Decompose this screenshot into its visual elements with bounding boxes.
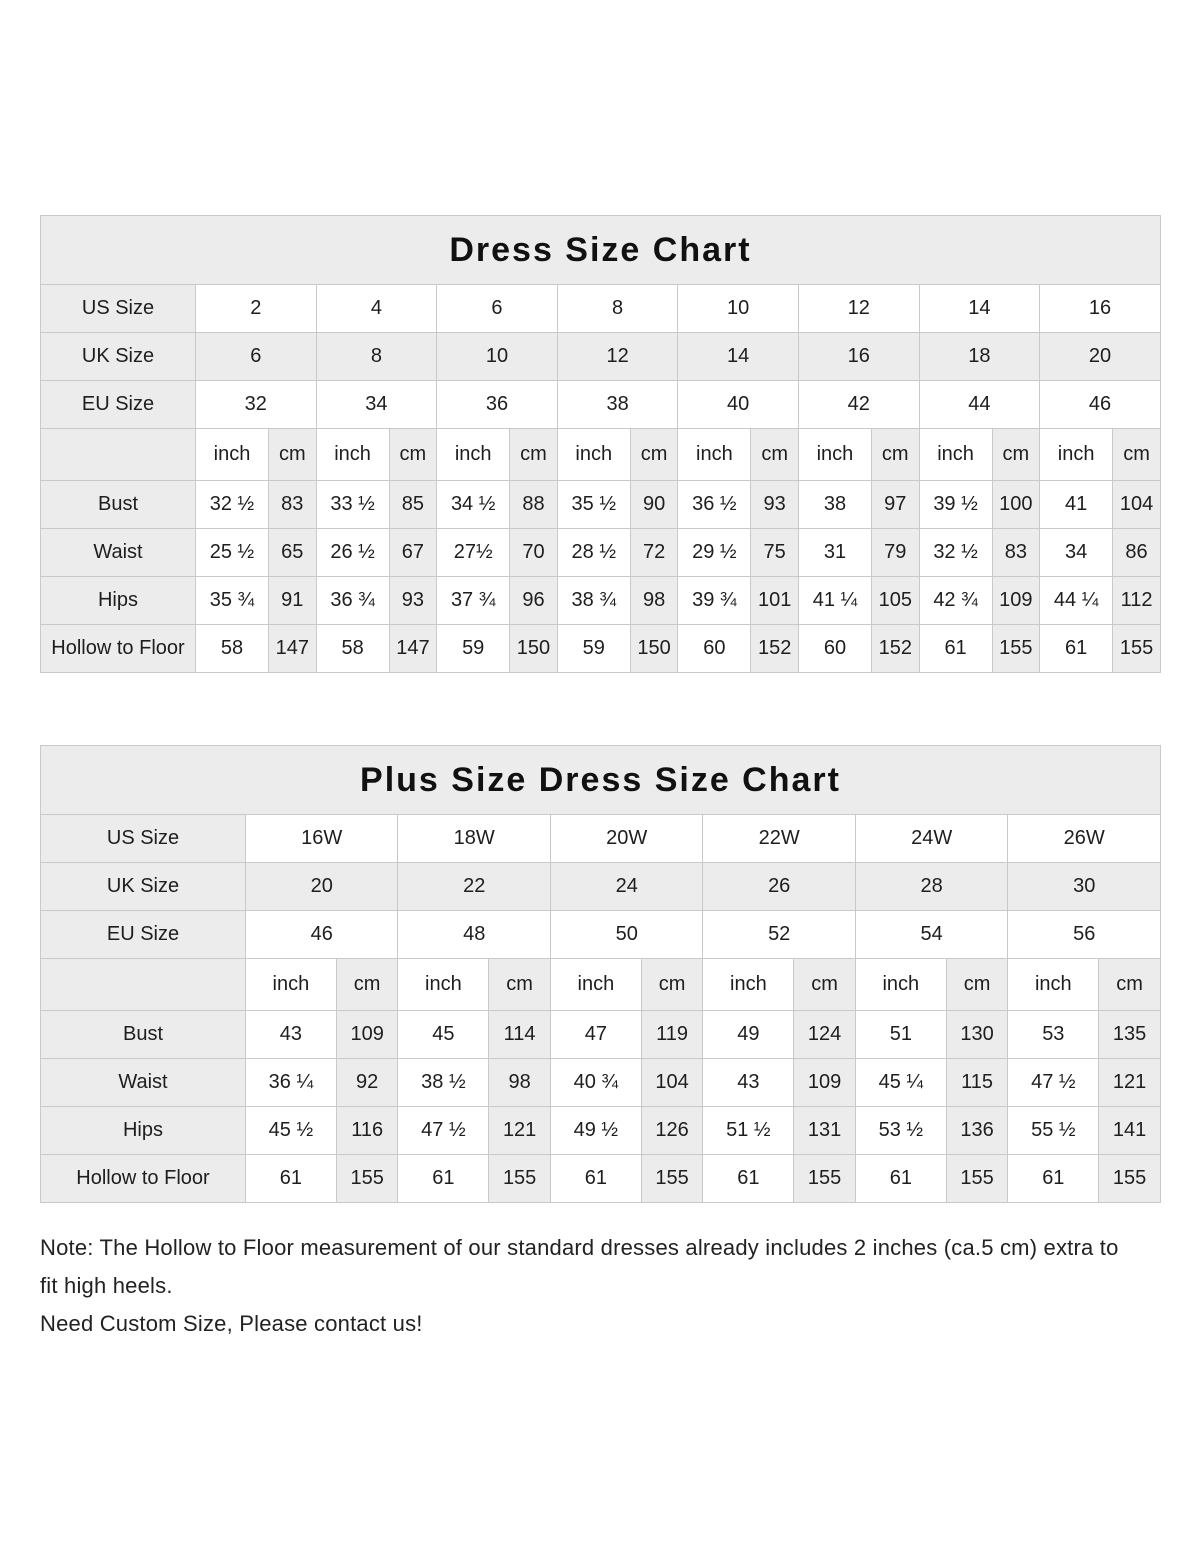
row-label: US Size bbox=[41, 285, 196, 333]
measure-row bbox=[41, 1059, 1161, 1107]
measure-inch-cell: 53 bbox=[1008, 1011, 1099, 1059]
size-cell: 4 bbox=[316, 285, 437, 333]
size-cell: 24 bbox=[550, 863, 702, 911]
measure-inch-cell: 59 bbox=[437, 625, 510, 673]
measure-cm-cell: 105 bbox=[871, 577, 919, 625]
table-title: Dress Size Chart bbox=[41, 216, 1161, 285]
measure-cm-cell: 104 bbox=[1113, 481, 1161, 529]
measure-inch-cell: 38 bbox=[798, 481, 871, 529]
measure-row bbox=[41, 577, 1161, 625]
size-cell: 54 bbox=[855, 911, 1007, 959]
measure-inch-cell: 53 ½ bbox=[855, 1107, 946, 1155]
row-label: Bust bbox=[41, 481, 196, 529]
size-cell: 20W bbox=[550, 815, 702, 863]
size-cell: 8 bbox=[557, 285, 678, 333]
measure-row bbox=[41, 1155, 1161, 1203]
unit-inch-cell: inch bbox=[1040, 429, 1113, 481]
unit-cm-cell: cm bbox=[1099, 959, 1161, 1011]
size-cell: 10 bbox=[437, 333, 558, 381]
unit-inch-cell: inch bbox=[398, 959, 489, 1011]
row-label: EU Size bbox=[41, 911, 246, 959]
measure-cm-cell: 101 bbox=[751, 577, 799, 625]
measure-cm-cell: 147 bbox=[269, 625, 317, 673]
measure-cm-cell: 152 bbox=[871, 625, 919, 673]
size-row bbox=[41, 333, 1161, 381]
row-label: US Size bbox=[41, 815, 246, 863]
measure-inch-cell: 36 ½ bbox=[678, 481, 751, 529]
size-cell: 52 bbox=[703, 911, 855, 959]
unit-inch-cell: inch bbox=[919, 429, 992, 481]
plus-size-dress-size-chart-table bbox=[40, 745, 1161, 1203]
measure-cm-cell: 150 bbox=[510, 625, 558, 673]
measure-inch-cell: 38 ½ bbox=[398, 1059, 489, 1107]
measure-cm-cell: 98 bbox=[630, 577, 678, 625]
size-cell: 16 bbox=[798, 333, 919, 381]
measure-inch-cell: 26 ½ bbox=[316, 529, 389, 577]
size-cell: 2 bbox=[196, 285, 317, 333]
measure-cm-cell: 130 bbox=[946, 1011, 1008, 1059]
measure-cm-cell: 90 bbox=[630, 481, 678, 529]
measure-inch-cell: 38 ¾ bbox=[557, 577, 630, 625]
row-label: EU Size bbox=[41, 381, 196, 429]
note-line-2: fit high heels. bbox=[40, 1273, 173, 1298]
measure-inch-cell: 47 ½ bbox=[1008, 1059, 1099, 1107]
unit-inch-cell: inch bbox=[316, 429, 389, 481]
unit-cm-cell: cm bbox=[992, 429, 1040, 481]
size-cell: 12 bbox=[557, 333, 678, 381]
measure-cm-cell: 75 bbox=[751, 529, 799, 577]
unit-cm-cell: cm bbox=[336, 959, 398, 1011]
measure-inch-cell: 34 bbox=[1040, 529, 1113, 577]
measure-inch-cell: 32 ½ bbox=[196, 481, 269, 529]
measure-cm-cell: 100 bbox=[992, 481, 1040, 529]
size-cell: 8 bbox=[316, 333, 437, 381]
measure-cm-cell: 70 bbox=[510, 529, 558, 577]
note-line-1: Note: The Hollow to Floor measurement of our standard dresses already includes 2 inches (ca.5 cm) extra to bbox=[40, 1235, 1119, 1260]
unit-inch-cell: inch bbox=[678, 429, 751, 481]
measure-inch-cell: 44 ¼ bbox=[1040, 577, 1113, 625]
size-row bbox=[41, 285, 1161, 333]
measure-cm-cell: 114 bbox=[489, 1011, 551, 1059]
measure-cm-cell: 155 bbox=[336, 1155, 398, 1203]
table-title: Plus Size Dress Size Chart bbox=[41, 746, 1161, 815]
size-cell: 18 bbox=[919, 333, 1040, 381]
measure-cm-cell: 115 bbox=[946, 1059, 1008, 1107]
row-label: Hollow to Floor bbox=[41, 625, 196, 673]
unit-cm-cell: cm bbox=[630, 429, 678, 481]
measure-cm-cell: 155 bbox=[794, 1155, 856, 1203]
row-label: UK Size bbox=[41, 333, 196, 381]
size-cell: 36 bbox=[437, 381, 558, 429]
size-row bbox=[41, 911, 1161, 959]
row-label: UK Size bbox=[41, 863, 246, 911]
measure-cm-cell: 131 bbox=[794, 1107, 856, 1155]
measure-inch-cell: 33 ½ bbox=[316, 481, 389, 529]
measure-cm-cell: 91 bbox=[269, 577, 317, 625]
measure-cm-cell: 83 bbox=[992, 529, 1040, 577]
units-row bbox=[41, 429, 1161, 481]
measure-inch-cell: 45 ½ bbox=[246, 1107, 337, 1155]
size-cell: 10 bbox=[678, 285, 799, 333]
row-label: Hips bbox=[41, 1107, 246, 1155]
unit-cm-cell: cm bbox=[794, 959, 856, 1011]
measure-inch-cell: 61 bbox=[919, 625, 992, 673]
size-cell: 46 bbox=[246, 911, 398, 959]
measure-inch-cell: 61 bbox=[1008, 1155, 1099, 1203]
measure-cm-cell: 93 bbox=[389, 577, 437, 625]
measure-inch-cell: 55 ½ bbox=[1008, 1107, 1099, 1155]
size-row bbox=[41, 815, 1161, 863]
size-cell: 44 bbox=[919, 381, 1040, 429]
unit-inch-cell: inch bbox=[1008, 959, 1099, 1011]
measure-cm-cell: 72 bbox=[630, 529, 678, 577]
measure-inch-cell: 39 ¾ bbox=[678, 577, 751, 625]
measure-cm-cell: 109 bbox=[992, 577, 1040, 625]
unit-cm-cell: cm bbox=[489, 959, 551, 1011]
measure-cm-cell: 135 bbox=[1099, 1011, 1161, 1059]
size-cell: 22W bbox=[703, 815, 855, 863]
measure-cm-cell: 124 bbox=[794, 1011, 856, 1059]
measure-cm-cell: 150 bbox=[630, 625, 678, 673]
measure-cm-cell: 104 bbox=[641, 1059, 703, 1107]
measure-inch-cell: 47 bbox=[550, 1011, 641, 1059]
measure-inch-cell: 59 bbox=[557, 625, 630, 673]
measure-cm-cell: 88 bbox=[510, 481, 558, 529]
size-cell: 6 bbox=[437, 285, 558, 333]
size-cell: 16 bbox=[1040, 285, 1161, 333]
empty-corner-cell bbox=[41, 429, 196, 481]
measure-inch-cell: 40 ¾ bbox=[550, 1059, 641, 1107]
size-cell: 28 bbox=[855, 863, 1007, 911]
measure-cm-cell: 155 bbox=[946, 1155, 1008, 1203]
unit-cm-cell: cm bbox=[269, 429, 317, 481]
size-cell: 14 bbox=[919, 285, 1040, 333]
measure-cm-cell: 155 bbox=[489, 1155, 551, 1203]
size-row bbox=[41, 863, 1161, 911]
measure-inch-cell: 61 bbox=[398, 1155, 489, 1203]
measure-cm-cell: 86 bbox=[1113, 529, 1161, 577]
size-cell: 26W bbox=[1008, 815, 1161, 863]
measure-inch-cell: 47 ½ bbox=[398, 1107, 489, 1155]
size-cell: 46 bbox=[1040, 381, 1161, 429]
size-cell: 34 bbox=[316, 381, 437, 429]
measure-cm-cell: 79 bbox=[871, 529, 919, 577]
measure-inch-cell: 43 bbox=[246, 1011, 337, 1059]
measure-cm-cell: 92 bbox=[336, 1059, 398, 1107]
measure-cm-cell: 83 bbox=[269, 481, 317, 529]
measure-inch-cell: 60 bbox=[798, 625, 871, 673]
measure-row bbox=[41, 625, 1161, 673]
size-cell: 24W bbox=[855, 815, 1007, 863]
measure-inch-cell: 36 ¾ bbox=[316, 577, 389, 625]
row-label: Waist bbox=[41, 1059, 246, 1107]
measure-cm-cell: 109 bbox=[794, 1059, 856, 1107]
row-label: Hips bbox=[41, 577, 196, 625]
measure-cm-cell: 155 bbox=[992, 625, 1040, 673]
measure-row bbox=[41, 1011, 1161, 1059]
measure-inch-cell: 29 ½ bbox=[678, 529, 751, 577]
size-cell: 30 bbox=[1008, 863, 1161, 911]
measure-inch-cell: 61 bbox=[1040, 625, 1113, 673]
row-label: Bust bbox=[41, 1011, 246, 1059]
measure-inch-cell: 61 bbox=[246, 1155, 337, 1203]
size-cell: 42 bbox=[798, 381, 919, 429]
measure-inch-cell: 58 bbox=[196, 625, 269, 673]
measure-cm-cell: 155 bbox=[1113, 625, 1161, 673]
size-cell: 20 bbox=[246, 863, 398, 911]
measure-inch-cell: 51 bbox=[855, 1011, 946, 1059]
size-cell: 32 bbox=[196, 381, 317, 429]
unit-cm-cell: cm bbox=[641, 959, 703, 1011]
measure-inch-cell: 39 ½ bbox=[919, 481, 992, 529]
measure-cm-cell: 119 bbox=[641, 1011, 703, 1059]
measure-cm-cell: 65 bbox=[269, 529, 317, 577]
measure-cm-cell: 155 bbox=[641, 1155, 703, 1203]
measure-inch-cell: 28 ½ bbox=[557, 529, 630, 577]
measure-inch-cell: 34 ½ bbox=[437, 481, 510, 529]
measure-cm-cell: 136 bbox=[946, 1107, 1008, 1155]
measure-cm-cell: 155 bbox=[1099, 1155, 1161, 1203]
size-cell: 50 bbox=[550, 911, 702, 959]
unit-inch-cell: inch bbox=[798, 429, 871, 481]
measure-inch-cell: 31 bbox=[798, 529, 871, 577]
measure-cm-cell: 93 bbox=[751, 481, 799, 529]
measure-cm-cell: 141 bbox=[1099, 1107, 1161, 1155]
measure-cm-cell: 85 bbox=[389, 481, 437, 529]
row-label: Waist bbox=[41, 529, 196, 577]
measure-inch-cell: 37 ¾ bbox=[437, 577, 510, 625]
size-cell: 14 bbox=[678, 333, 799, 381]
size-cell: 20 bbox=[1040, 333, 1161, 381]
measure-cm-cell: 152 bbox=[751, 625, 799, 673]
unit-cm-cell: cm bbox=[751, 429, 799, 481]
measure-inch-cell: 45 ¼ bbox=[855, 1059, 946, 1107]
measure-inch-cell: 60 bbox=[678, 625, 751, 673]
size-cell: 6 bbox=[196, 333, 317, 381]
unit-cm-cell: cm bbox=[871, 429, 919, 481]
measure-row bbox=[41, 529, 1161, 577]
title-row bbox=[41, 216, 1161, 285]
size-cell: 40 bbox=[678, 381, 799, 429]
measure-inch-cell: 61 bbox=[550, 1155, 641, 1203]
unit-inch-cell: inch bbox=[557, 429, 630, 481]
measure-inch-cell: 25 ½ bbox=[196, 529, 269, 577]
size-cell: 38 bbox=[557, 381, 678, 429]
unit-inch-cell: inch bbox=[855, 959, 946, 1011]
measure-inch-cell: 32 ½ bbox=[919, 529, 992, 577]
measure-row bbox=[41, 1107, 1161, 1155]
unit-cm-cell: cm bbox=[946, 959, 1008, 1011]
size-cell: 56 bbox=[1008, 911, 1161, 959]
size-cell: 18W bbox=[398, 815, 550, 863]
measure-cm-cell: 121 bbox=[1099, 1059, 1161, 1107]
note-line-3: Need Custom Size, Please contact us! bbox=[40, 1311, 423, 1336]
dress-size-chart-table bbox=[40, 215, 1161, 673]
measure-inch-cell: 36 ¼ bbox=[246, 1059, 337, 1107]
unit-cm-cell: cm bbox=[510, 429, 558, 481]
measure-row bbox=[41, 481, 1161, 529]
measure-cm-cell: 98 bbox=[489, 1059, 551, 1107]
unit-inch-cell: inch bbox=[550, 959, 641, 1011]
measure-cm-cell: 116 bbox=[336, 1107, 398, 1155]
measure-inch-cell: 41 bbox=[1040, 481, 1113, 529]
measure-inch-cell: 49 bbox=[703, 1011, 794, 1059]
size-cell: 22 bbox=[398, 863, 550, 911]
measure-inch-cell: 49 ½ bbox=[550, 1107, 641, 1155]
size-cell: 48 bbox=[398, 911, 550, 959]
measure-inch-cell: 43 bbox=[703, 1059, 794, 1107]
measure-cm-cell: 67 bbox=[389, 529, 437, 577]
unit-inch-cell: inch bbox=[437, 429, 510, 481]
size-cell: 26 bbox=[703, 863, 855, 911]
units-row bbox=[41, 959, 1161, 1011]
title-row bbox=[41, 746, 1161, 815]
unit-cm-cell: cm bbox=[1113, 429, 1161, 481]
measure-cm-cell: 97 bbox=[871, 481, 919, 529]
measure-cm-cell: 109 bbox=[336, 1011, 398, 1059]
measure-inch-cell: 42 ¾ bbox=[919, 577, 992, 625]
measure-inch-cell: 58 bbox=[316, 625, 389, 673]
unit-inch-cell: inch bbox=[196, 429, 269, 481]
unit-cm-cell: cm bbox=[389, 429, 437, 481]
size-row bbox=[41, 381, 1161, 429]
empty-corner-cell bbox=[41, 959, 246, 1011]
measure-inch-cell: 35 ½ bbox=[557, 481, 630, 529]
unit-inch-cell: inch bbox=[246, 959, 337, 1011]
measure-inch-cell: 27½ bbox=[437, 529, 510, 577]
measure-inch-cell: 61 bbox=[703, 1155, 794, 1203]
note-text bbox=[40, 1229, 1160, 1343]
measure-cm-cell: 147 bbox=[389, 625, 437, 673]
size-cell: 12 bbox=[798, 285, 919, 333]
measure-cm-cell: 121 bbox=[489, 1107, 551, 1155]
measure-inch-cell: 45 bbox=[398, 1011, 489, 1059]
measure-cm-cell: 126 bbox=[641, 1107, 703, 1155]
row-label: Hollow to Floor bbox=[41, 1155, 246, 1203]
measure-inch-cell: 41 ¼ bbox=[798, 577, 871, 625]
measure-inch-cell: 35 ¾ bbox=[196, 577, 269, 625]
measure-inch-cell: 61 bbox=[855, 1155, 946, 1203]
measure-cm-cell: 112 bbox=[1113, 577, 1161, 625]
measure-inch-cell: 51 ½ bbox=[703, 1107, 794, 1155]
measure-cm-cell: 96 bbox=[510, 577, 558, 625]
size-cell: 16W bbox=[246, 815, 398, 863]
unit-inch-cell: inch bbox=[703, 959, 794, 1011]
